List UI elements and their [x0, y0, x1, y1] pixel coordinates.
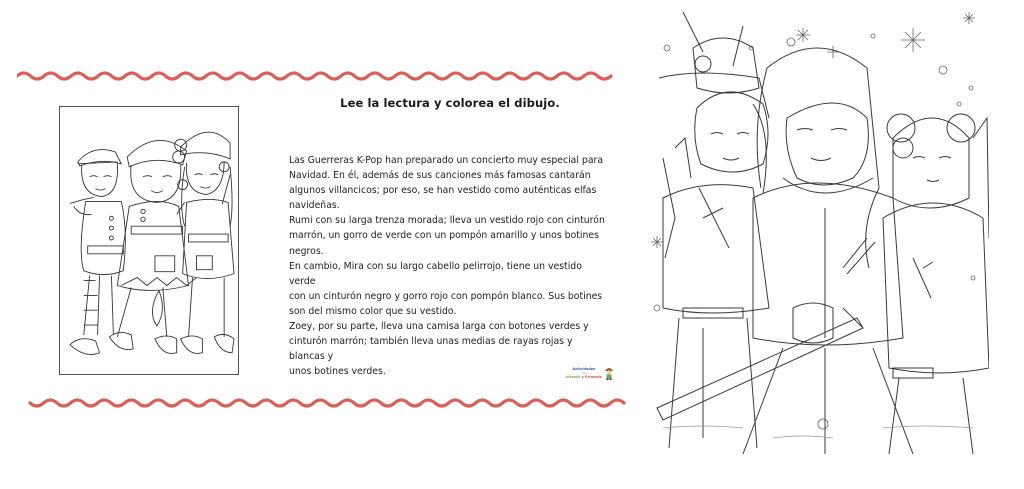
logo-line-2: de: [582, 371, 586, 375]
elf-singers-icon: [60, 107, 238, 374]
worksheet-title: Lee la lectura y colorea el dibujo.: [340, 96, 560, 110]
publisher-logo: [566, 364, 616, 382]
reading-passage: [289, 153, 609, 379]
elf-illustration-frame: [59, 106, 239, 375]
reading-line: marrón, un gorro de verde con un pompón amarillo y unos botines: [289, 230, 599, 242]
reading-line: algunos villancicos; por eso, se han vestido como auténticas elfas: [289, 185, 597, 197]
reading-line: cinturón marrón; también lleva unas medias de rayas rojas y blancas y: [289, 336, 573, 363]
reading-line: Zoey, por su parte, lleva una camisa larga con botones verdes y: [289, 321, 589, 333]
reading-line: son del mismo color que su vestido.: [289, 305, 457, 317]
reading-line: Navidad. En él, además de sus canciones más famosas cantarán: [289, 170, 591, 182]
reading-line: con un cinturón negro y gorro rojo con pompón blanco. Sus botines: [289, 290, 603, 302]
reading-line: Rumi con su larga trenza morada; lleva un vestido rojo con cinturón: [289, 215, 605, 227]
logo-line-3a: Infantil: [566, 375, 581, 379]
reading-line: navideñas.: [289, 200, 340, 212]
logo-mascot-icon: [604, 366, 614, 380]
reading-line: Las Guerreras K-Pop han preparado un concierto muy especial para: [289, 155, 604, 166]
coloring-page-illustration: [643, 8, 989, 454]
reading-line: En cambio, Mira con su largo cabello pelirrojo, tiene un vestido verde: [289, 260, 582, 287]
wavy-divider-bottom: [28, 395, 634, 411]
reading-line: unos botines verdes.: [289, 366, 386, 378]
logo-line-3b: y Primaria: [580, 375, 602, 379]
reading-line: negros.: [289, 245, 324, 257]
wavy-divider-top: [17, 68, 618, 84]
kpop-warriors-icon: [643, 8, 989, 454]
logo-line-1: Actividades: [572, 367, 596, 371]
